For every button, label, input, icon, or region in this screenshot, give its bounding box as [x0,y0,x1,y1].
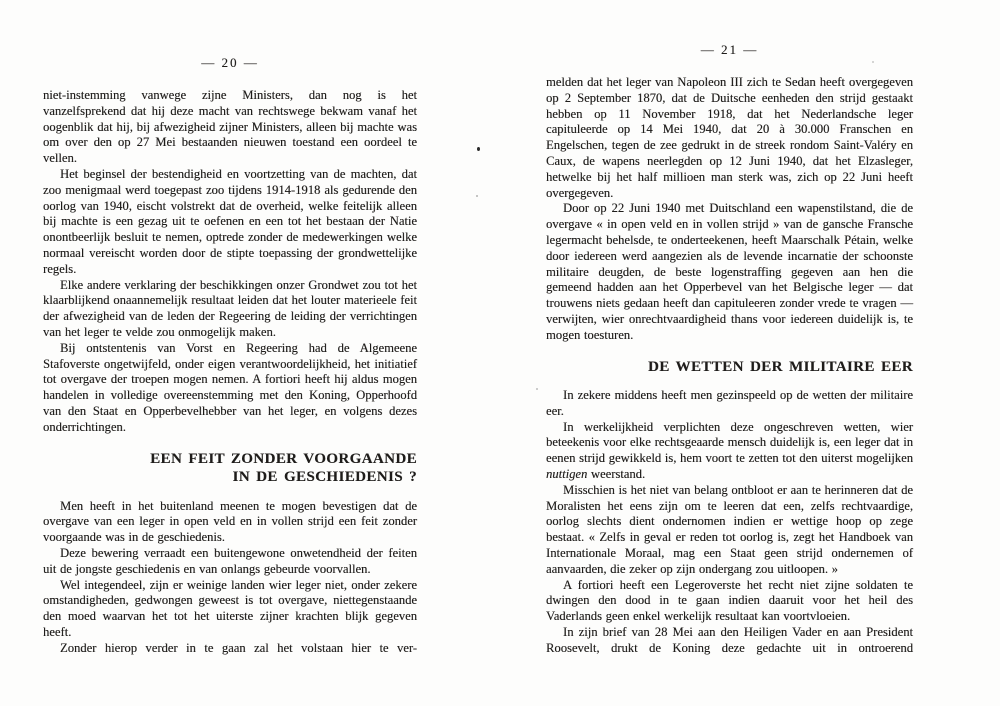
body-paragraph: Elke andere verklaring der beschikkingen onzer Grondwet zou tot het klaarblijkend onaannemelijk resultaat leiden dat het louter materieele feit der afwezigheid van de leden der Regeering de leiding der verrichtingen van het leger te velde zou onmogelijk maken. [43,277,417,339]
body-paragraph: niet-instemming vanwege zijne Ministers, dan nog is het vanzelfsprekend dat hij deze macht van rechtswege bekwam vanaf het oogenblik dat hij, bij afwezigheid zijner Ministers, alleen bij machte was om over den op 27 Mei bestaanden nieuwen toestand een oordeel te vellen. [43,88,417,166]
section-heading-line: IN DE GESCHIEDENIS ? [232,469,417,486]
section-heading-line: EEN FEIT ZONDER VOORGAANDE [150,450,417,467]
body-paragraph: Het beginsel der bestendigheid en voortzetting van de machten, dat zoo menigmaal werd toegepast zoo tijdens 1914-1918 als gedurende den oorlog van 1940, eischt volstrekt dat de overheid, welke feitelijk alleen bij machte is een gezag uit te oefenen en een tot het bestaan der Natie onontbeerlijk besluit te nemen, optrede zonder de medewerkingen welke normaal vereischt worden door de stipte toepassing der grondwettelijke regels. [43,166,417,276]
page-20 [43,55,417,657]
scan-speck [872,61,874,63]
section-heading-feit-zonder-voorgaande [43,450,417,487]
body-paragraph: Wel integendeel, zijn er weinige landen wier leger niet, onder zekere omstandigheden, gedwongen geweest is tot overgave, niettegenstaande den moed waarvan het tot het uiterste zijner krachten blijk gegeven heeft. [43,577,417,639]
body-paragraph: melden dat het leger van Napoleon III zich te Sedan heeft overgegeven op 2 September 1870, dat de Duitsche eenheden den strijd gestaakt hebben op 11 November 1918, dat het Nederlandsche leger capituleerde op 14 Mei 1940, dat 20 à 30.000 Franschen en Engelschen, tegen de zee gedrukt in de streek rondom Saint-Valéry en Caux, de wapens neerlegden op 12 Juni 1940, dat het Elzasleger, hetwelke bij het half millioen man sterk was, zich op 22 Juni heeft overgegeven. [546,75,913,200]
scan-speck [476,195,478,197]
body-paragraph: Door op 22 Juni 1940 met Duitschland een wapenstilstand, die de overgave « in open veld en in vollen strijd » van de gansche Fransche legermacht behelsde, te onderteekenen, heeft Maarschalk Pétain, welke door iedereen werd aangezien als de levende incarnatie der schoonste militaire deugden, de beste logenstraffing gegeven aan hen die gemeend hadden aan het Opperbevel van het Belgische leger — dat trouwens niets gedaan heeft dan capituleeren zonder vrede te vragen — verwijten, wier onrechtvaardigheid thans voor iedereen duidelijk is, te mogen toesturen. [546,201,913,342]
body-paragraph: Misschien is het niet van belang ontbloot er aan te herinneren dat de Moralisten het eens zijn om te leeren dat een, zelfs rechtvaardige, oorlog slechts dient ondernomen indien er wettige hoop op zege bestaat. « Zelfs in geval er reden tot oorlog is, zegt het Handboek van Internationale Moraal, mag een Staat geen strijd ondernemen of aanvaarden, die zeker op zijn ondergang zou uitloopen. » [546,482,913,576]
body-paragraph: A fortiori heeft een Legeroverste het recht niet zijne soldaten te dwingen den dood in te gaan indien daaruit voor het heil des Vaderlands geen enkel werkelijk resultaat kan voortvloeien. [546,577,913,624]
paragraph-text: weerstand. [587,467,646,482]
paragraph-text: In werkelijkheid verplichten deze ongeschreven wetten, wier beteekenis voor elke rechtsgeaarde mensch duidelijk is, een leger dat in eenen strijd gewikkeld is, hem voort te zetten tot den uiterst mogelijken [546,419,913,466]
body-paragraph: Zonder hierop verder in te gaan zal het volstaan hier te ver- [60,640,417,655]
body-paragraph: In zekere middens heeft men gezinspeeld op de wetten der militaire eer. [546,388,913,418]
scan-speck [477,147,480,151]
body-paragraph: In zijn brief van 28 Mei aan den Heiligen Vader en aan President Roosevelt, drukt de Koning deze gedachte uit in ontroerend [546,625,913,655]
scan-speck [536,388,538,390]
italic-word-nuttigen: nuttigen [546,467,588,482]
body-paragraph [546,420,913,483]
page-number-right: — 21 — [700,42,759,57]
body-paragraph: Bij ontstentenis van Vorst en Regeering had de Algemeene Stafoverste ongetwijfeld, onder eigen verantwoordelijkheid, het initiatief tot overgave der troepen mogen nemen. A fortiori heeft hij aldus mogen handelen in volledige overeenstemming met den Koning, Opperhoofd van den Staat en Opperbevelhebber van het leger, en volgens dezes onderrichtingen. [43,340,417,434]
page-21 [546,42,913,657]
page-number-left: — 20 — [201,55,259,70]
section-heading-wetten-militaire-eer: DE WETTEN DER MILITAIRE EER [648,358,913,375]
body-paragraph: Deze bewering verraadt een buitengewone onwetendheid der feiten uit de jongste geschiedenis en van onlangs gebeurde voorvallen. [43,545,417,576]
body-paragraph: Men heeft in het buitenland meenen te mogen bevestigen dat de overgave van een leger in open veld en in vollen strijd een feit zonder voorgaande was in de geschiedenis. [43,498,417,545]
